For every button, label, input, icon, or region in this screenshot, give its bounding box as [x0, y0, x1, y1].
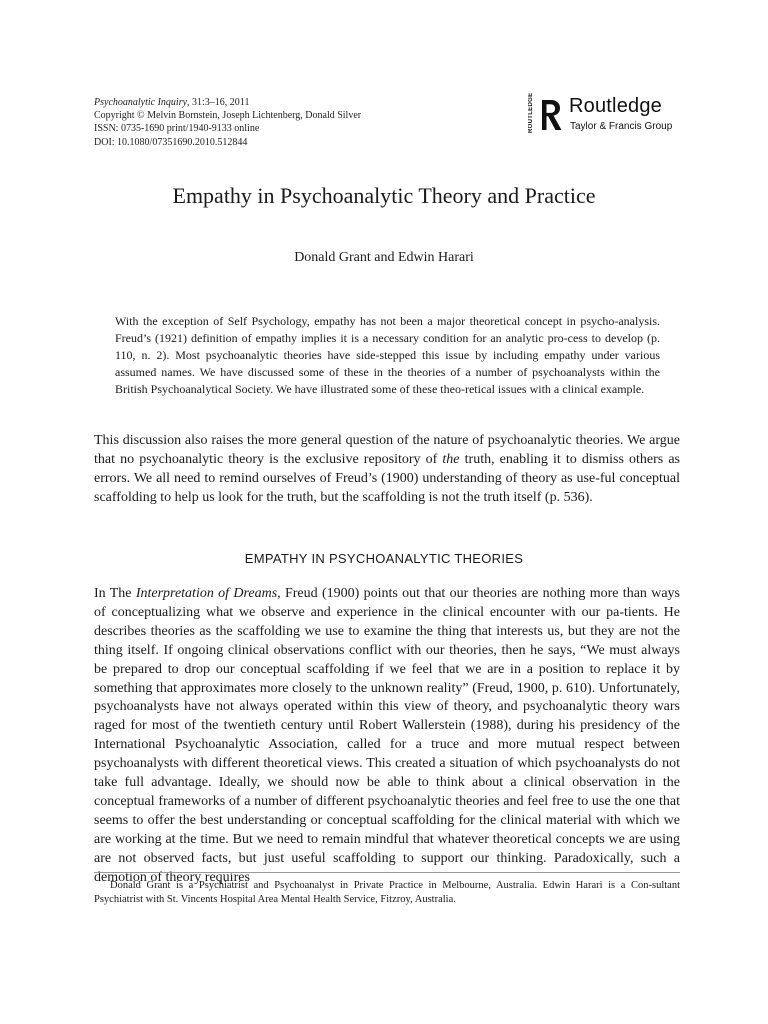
section-text: , Freud (1900) points out that our theories are nothing more than ways of conceptualizing what we observe and experience in the clinical encounter with our pa-tients. He describes theories as the scaffolding we use to examine the thing that interests us, but they are not the thing itself. If ongoing clinical observations conflict with our theories, then he says, “We must always be prepared to drop our conceptual scaffolding if we feel that we are in a position to replace it by something that approximates more closely to the unknown reality” (Freud, 1900, p. 610). Unfortunately, psychoanalysts have not always operated within this view of theory, and psychoanalytic theory wars raged for most of the twentieth century until Robert Wallerstein (1988), during his presidency of the International Psychoanalytic Association, called for a truce and more mutual respect between psychoanalysts with different theoretical views. This created a situation of which psychoanalysts do not take full advantage. Ideally, we should now be able to think about a clinical observation in the conceptual frameworks of a number of different psychoanalytic theories and feel free to use the one that seems to offer the best understanding or conceptual scaffolding for the clinical material with which we are working at the time. But we need to remain mindful that whatever theoretical concepts we are using are not observed facts, but just useful scaffolding to support our thinking. Paradoxically, such a demotion of theory requires — [94, 586, 680, 885]
publisher-name: Routledge — [569, 95, 662, 117]
intro-text-2: truth, enabling it to dismiss others as errors. We all need to remind ourselves of Freud’s (1900) understanding of theory as use-ful conceptual scaffolding to help us look for the truth, but the scaffolding is not the truth itself (p. 536). — [94, 451, 680, 505]
author-footnote: Donald Grant is a Psychiatrist and Psychoanalyst in Private Practice in Melbourne, Australia. Edwin Harari is a Con-sultant Psychiatrist with St. Vincents Hospital Area Mental Health Service, Fitzroy, Australia. — [94, 880, 680, 905]
article-authors: Donald Grant and Edwin Harari — [294, 250, 474, 265]
publisher-group: Taylor & Francis Group — [570, 121, 673, 132]
publisher-vertical-label: ROUTLEDGE — [528, 92, 534, 133]
journal-citation — [94, 96, 361, 109]
book-title-emphasis: Interpretation of Dreams — [135, 586, 278, 601]
footnote-divider — [94, 872, 680, 873]
issn-line: ISSN: 0735-1690 print/1940-9133 online — [94, 123, 260, 135]
abstract: With the exception of Self Psychology, empathy has not been a major theoretical concept in psycho-analysis. Freud’s (1921) definition of empathy implies it is a necessary condition for an analytic pro-cess to develop (p. 110, n. 2). Most psychoanalytic theories have side-stepped this issue by including empathy under various assumed names. We have discussed some of these in the theories of a number of psychoanalysts within the British Psychoanalytical Society. We have illustrated some of these theo-retical issues with a clinical example. — [115, 314, 660, 396]
intro-paragraph — [94, 432, 680, 508]
publisher-logo — [528, 92, 690, 137]
intro-text-1: This discussion also raises the more general question of the nature of psychoanalytic theories. We argue that no psychoanalytic theory is the exclusive repository of — [94, 433, 680, 467]
article-title: Empathy in Psychoanalytic Theory and Practice — [172, 183, 596, 208]
copyright-line: Copyright © Melvin Bornstein, Joseph Lichtenberg, Donald Silver — [94, 110, 362, 122]
section-heading: EMPATHY IN PSYCHOANALYTIC THEORIES — [244, 551, 524, 566]
intro-emphasis: the — [442, 451, 460, 467]
section-lead: In The — [94, 586, 136, 601]
journal-name: Psychoanalytic Inquiry — [94, 97, 188, 108]
volume-pages: , 31:3–16, 2011 — [187, 97, 250, 108]
routledge-r-icon — [528, 92, 564, 133]
doi-line: DOI: 10.1080/07351690.2010.512844 — [94, 136, 248, 148]
section-paragraph — [94, 585, 680, 888]
journal-metadata — [94, 96, 361, 149]
